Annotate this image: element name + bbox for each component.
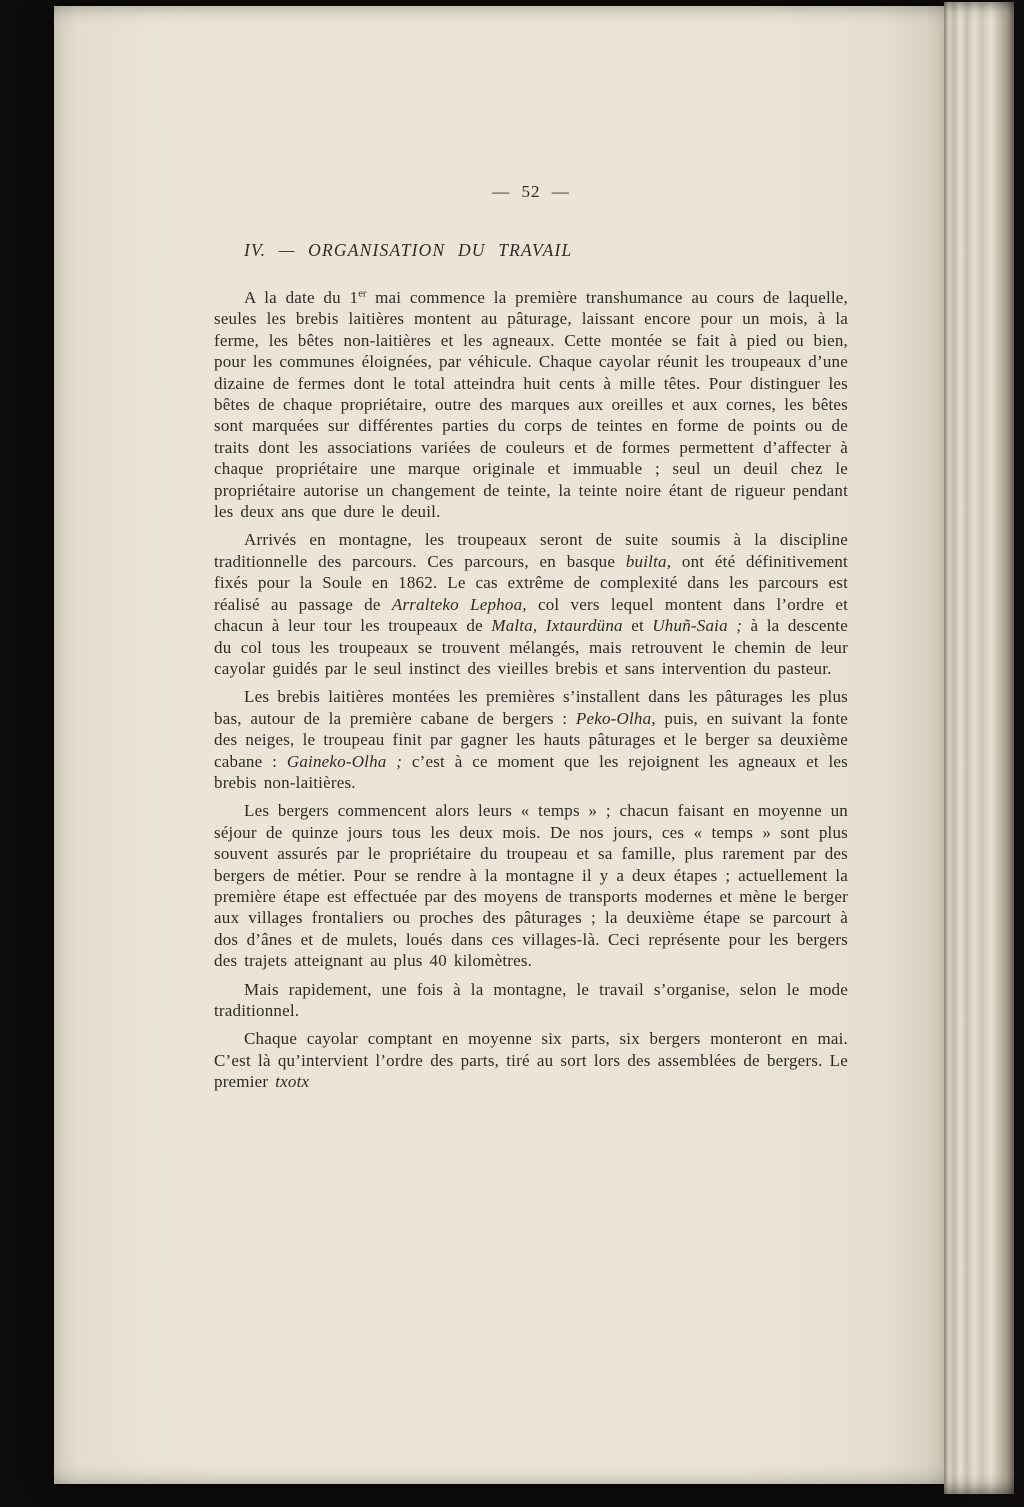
body-text: col vers lequel montent dans l’ordre et chacun à leur tour les troupeaux de: [214, 594, 848, 636]
paragraph: [214, 529, 848, 679]
body-text: et: [622, 616, 653, 636]
book-page-edges: [944, 2, 1014, 1494]
body-text: mai commence la première transhumance au cours de laquelle, seules les brebis laitières montent au pâturage, laissant encore pour un mois, à la ferme, les bêtes non-laitières et les agneaux. Cette montée se fait à pied ou bien, pour les communes éloignées, par véhicule. Chaque cayolar réunit les troupeaux d’une dizaine de fermes dont le total atteindra huit cents à mille têtes. Pour distinguer les bêtes de chaque propriétaire, outre des marques aux oreilles et aux cornes, les bêtes sont marquées sur différentes parties du corps de teintes en forme de points ou de traits dont les associations variées de couleurs et de formes permettent d’affecter à chaque propriétaire une marque originale et immuable ; seul un deuil chez le propriétaire autorise un changement de teinte, la teinte noire étant de rigueur pendant les deux ans que dure le deuil.: [214, 288, 848, 522]
italic-text: Peko-Olha,: [575, 708, 656, 728]
italic-text: txotx: [275, 1072, 310, 1092]
paragraph: [214, 800, 848, 971]
italic-text: builta,: [625, 551, 672, 571]
paragraph: [214, 979, 848, 1022]
body-text: Mais rapidement, une fois à la montagne, le travail s’organise, selon le mode traditionnel.: [214, 979, 848, 1020]
superscript-text: er: [358, 288, 367, 300]
paragraph: [214, 1028, 848, 1092]
paragraphs: [214, 287, 848, 1093]
body-text: c’est à ce moment que les rejoignent les agneaux et les brebis non-laitières.: [214, 751, 848, 792]
page-number: — 52 —: [492, 182, 570, 201]
body-text: ont été définitivement fixés pour la Soule en 1862. Le cas extrême de complexité dans les parcours est réalisé au passage de: [214, 551, 848, 614]
paragraph: [214, 686, 848, 793]
body-text: Chaque cayolar comptant en moyenne six parts, six bergers monteront en mai. C’est là qu’intervient l’ordre des parts, tiré au sort lors des assemblées de bergers. Le premier: [214, 1029, 848, 1092]
paragraph: [214, 287, 848, 522]
text-block: [214, 182, 848, 1093]
section-heading: IV. — ORGANISATION DU TRAVAIL: [244, 240, 573, 260]
body-text: puis, en suivant la fonte des neiges, le troupeau finit par gagner les hauts pâturages et le berger sa deuxième cabane :: [214, 708, 849, 771]
book-page: [54, 6, 944, 1484]
italic-text: Gaineko-Olha ;: [286, 751, 403, 771]
italic-text: Arralteko Lephoa,: [391, 594, 527, 614]
italic-text: Uhuñ-Saia ;: [652, 616, 743, 636]
body-text: à la descente du col tous les troupeaux se trouvent mélangés, mais retrouvent le chemin de leur cayolar guidés par le seul instinct des vieilles brebis et sans intervention du pasteur.: [214, 616, 848, 678]
body-text: Arrivés en montagne, les troupeaux seront de suite soumis à la discipline traditionnelle des parcours. Ces parcours, en basque: [214, 530, 848, 571]
italic-text: Malta, Ixtaurdüna: [491, 616, 623, 636]
body-text: Les bergers commencent alors leurs « temps » ; chacun faisant en moyenne un séjour de quinze jours tous les deux mois. De nos jours, ces « temps » sont plus souvent assurés par le propriétaire du troupeau et sa famille, plus rarement par des bergers de métier. Pour se rendre à la montagne il y a deux étapes ; actuellement la première étape est effectuée par des moyens de transports modernes et mène le berger aux villages frontaliers ou proches des pâturages ; la deuxième étape se parcourt à dos d’ânes et de mulets, loués dans ces villages-là. Ceci représente pour les bergers des trajets atteignant au plus 40 kilomètres.: [214, 801, 848, 971]
body-text: Les brebis laitières montées les premières s’installent dans les pâturages les plus bas, autour de la première cabane de bergers :: [214, 687, 848, 728]
body-text: A la date du 1: [244, 288, 359, 307]
